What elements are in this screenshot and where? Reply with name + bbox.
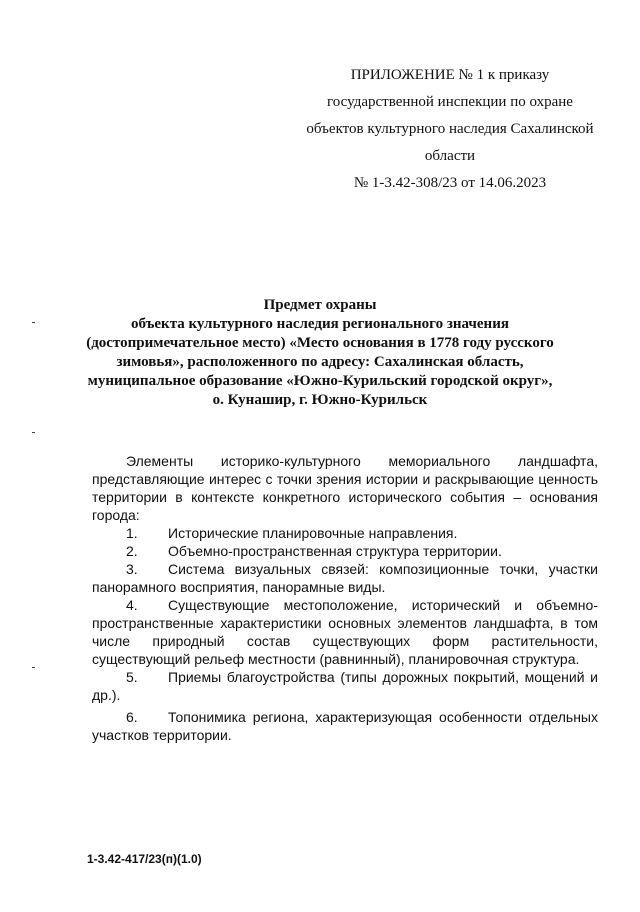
list-item-number: 5. bbox=[126, 669, 138, 685]
list-item-text: Объемно-пространственная структура территории. bbox=[168, 543, 502, 559]
list-item bbox=[92, 524, 598, 542]
title-line: (достопримечательное место) «Место основания в 1778 году русского bbox=[86, 335, 554, 351]
scan-speck bbox=[32, 667, 35, 668]
document-title bbox=[60, 296, 580, 410]
list-item-text: Система визуальных связей: композиционные точки, участки панорамного восприятия, панорамные виды. bbox=[92, 561, 598, 595]
list-item bbox=[92, 542, 598, 560]
document-code: 1-3.42-417/23(п)(1.0) bbox=[87, 852, 202, 866]
list-item-text: Существующие местоположение, исторический и объемно-пространственные характеристики основных элементов ландшафта, в том числе природный состав существующих форм растительности, существующий рельеф местности (равнинный), планировочная структура. bbox=[92, 597, 598, 667]
list-item-text: Исторические планировочные направления. bbox=[168, 525, 458, 541]
list-item-number: 2. bbox=[126, 543, 138, 559]
header-line: объектов культурного наследия Сахалинской bbox=[306, 121, 594, 137]
title-line: о. Кунашир, г. Южно-Курильск bbox=[212, 392, 428, 408]
intro-paragraph: Элементы историко-культурного мемориального ландшафта, представляющие интерес с точки зрения истории и раскрывающие ценность территории в контексте конкретного исторического события – основания города: bbox=[92, 453, 598, 523]
list-item bbox=[92, 708, 598, 744]
list-item bbox=[92, 560, 598, 596]
scan-speck bbox=[32, 322, 35, 323]
list-item-number: 4. bbox=[126, 597, 138, 613]
list-item bbox=[92, 596, 598, 668]
list-item-number: 3. bbox=[126, 561, 138, 577]
title-line: муниципальное образование «Южно-Курильский городской округ», bbox=[87, 373, 553, 389]
header-line: области bbox=[424, 148, 476, 164]
list-item-text: Приемы благоустройства (типы дорожных покрытий, мощений и др.). bbox=[92, 669, 598, 703]
list-item-text: Топонимика региона, характеризующая особенности отдельных участков территории. bbox=[92, 709, 598, 743]
appendix-header bbox=[290, 62, 610, 197]
title-line: Предмет охраны bbox=[263, 297, 377, 313]
list-item-number: 6. bbox=[126, 709, 138, 725]
scan-speck bbox=[32, 432, 35, 433]
title-line: объекта культурного наследия регионального значения bbox=[131, 316, 509, 332]
header-line: № 1-3.42-308/23 от 14.06.2023 bbox=[353, 175, 547, 191]
title-line: зимовья», расположенного по адресу: Сахалинская область, bbox=[116, 354, 524, 370]
document-body bbox=[92, 452, 598, 744]
header-line: ПРИЛОЖЕНИЕ № 1 к приказу bbox=[350, 67, 550, 83]
header-line: государственной инспекции по охране bbox=[327, 94, 573, 110]
list-item bbox=[92, 668, 598, 704]
list-item-number: 1. bbox=[126, 525, 138, 541]
